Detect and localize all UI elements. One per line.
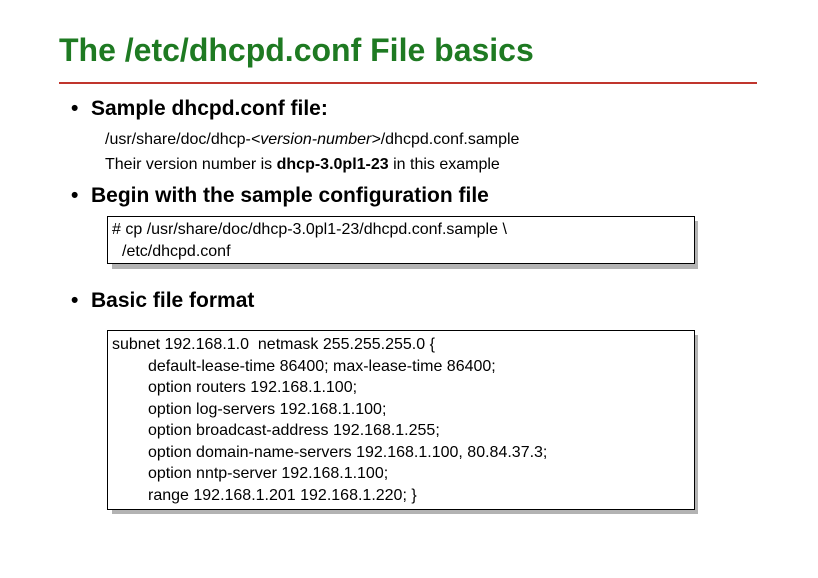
bullet-text: Begin with the sample configuration file (91, 184, 489, 207)
config-example-box (107, 330, 695, 510)
code-line: default-lease-time 86400; max-lease-time 86400; (148, 357, 496, 375)
copy-command-box (107, 216, 695, 264)
version-note-line (105, 155, 500, 175)
bullet-basic-format (71, 288, 254, 314)
title-divider (59, 82, 757, 84)
code-line: option broadcast-address 192.168.1.255; (148, 422, 440, 439)
bullet-begin-sample (71, 183, 489, 209)
code-line: option nntp-server 192.168.1.100; (148, 465, 389, 482)
path-prefix: /usr/share/doc/dhcp- (105, 131, 251, 148)
bullet-marker: • (71, 184, 79, 207)
code-line: subnet 192.168.1.0 netmask 255.255.255.0 { (112, 336, 435, 353)
bullet-marker: • (71, 97, 79, 120)
bullet-sample-file (71, 96, 328, 122)
bullet-text: Sample dhcpd.conf file: (91, 97, 328, 120)
version-note-suffix: in this example (388, 156, 500, 173)
code-line: /etc/dhcpd.conf (122, 242, 231, 260)
slide-title: The /etc/dhcpd.conf File basics (59, 32, 534, 68)
code-line: option routers 192.168.1.100; (148, 379, 358, 396)
code-line: # cp /usr/share/doc/dhcp-3.0pl1-23/dhcpd.conf.sample \ (112, 221, 507, 238)
code-line: range 192.168.1.201 192.168.1.220; } (148, 486, 417, 504)
path-suffix: /dhcpd.conf.sample (380, 131, 520, 148)
version-note-prefix: Their version number is (105, 156, 277, 173)
code-line: option domain-name-servers 192.168.1.100, 80.84.37.3; (148, 443, 548, 461)
version-number: dhcp-3.0pl1-23 (276, 156, 389, 173)
bullet-marker: • (71, 289, 79, 312)
sample-path-line (105, 130, 519, 150)
path-version-placeholder: <version-number> (250, 131, 381, 148)
code-line: option log-servers 192.168.1.100; (148, 400, 387, 418)
bullet-text: Basic file format (91, 289, 255, 312)
